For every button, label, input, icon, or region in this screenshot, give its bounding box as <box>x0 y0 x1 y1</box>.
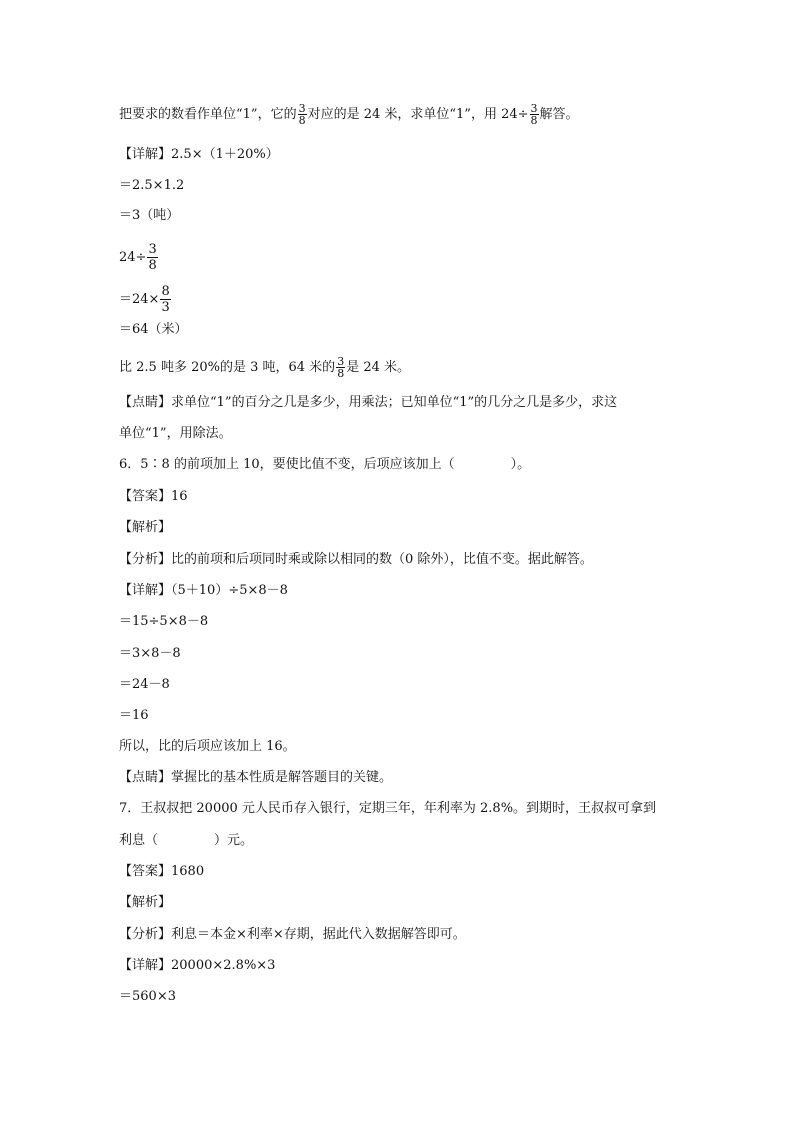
answer-line <box>119 488 188 506</box>
detail-line <box>119 582 288 600</box>
tip-line-continued: 单位“1”，用除法。 <box>119 426 232 441</box>
calc-step: ＝64（米） <box>119 322 188 337</box>
conclusion-line: 比 2.5 吨多 20%的是 3 吨，64 米的 $\frac{3}{8}$ 是 24 米。 <box>119 355 410 380</box>
tip-text: 求单位“1”的百分之几是多少，用乘法；已知单位“1”的几分之几是多少，求这 <box>171 395 618 410</box>
fenxi-text: 比的前项和后项同时乘或除以相同的数（0 除外），比值不变。据此解答。 <box>171 552 593 567</box>
detail-expression: 20000×2.8%×3 <box>171 958 276 973</box>
detail-line <box>119 146 279 164</box>
tip-line <box>119 394 617 412</box>
fenxi-tag: 【分析】 <box>119 552 172 567</box>
intro-text-2: 对应的是 24 米，求单位“1”，用 24÷ <box>307 107 529 122</box>
fraction: $\frac{3}{8}$ <box>530 102 538 127</box>
calc-step: ＝24× $\frac{8}{3}$ <box>119 284 170 315</box>
calc-step: ＝3×8－8 <box>119 646 181 661</box>
calc-step: ＝2.5×1.2 <box>119 178 185 193</box>
calc-step: ＝24－8 <box>119 677 170 692</box>
question-7-continued: 利息（ ）元。 <box>119 833 254 848</box>
analysis-tag: 【解析】 <box>119 895 172 910</box>
calc-step: ＝16 <box>119 708 149 723</box>
fraction: $\frac{8}{3}$ <box>161 284 170 315</box>
detail-expression: （5＋10）÷5×8－8 <box>171 583 288 598</box>
answer-tag: 【答案】 <box>119 489 172 504</box>
analysis-tag: 【解析】 <box>119 520 172 535</box>
detail-expression: 2.5×（1＋20%） <box>171 147 279 162</box>
question-6: 6．5∶8 的前项加上 10，要使比值不变，后项应该加上（ ）。 <box>119 457 531 472</box>
answer-tag: 【答案】 <box>119 864 172 879</box>
analysis-line <box>119 926 466 944</box>
answer-value: 16 <box>171 489 188 504</box>
fraction: $\frac{3}{8}$ <box>337 355 345 380</box>
fenxi-text: 利息＝本金×利率×存期，据此代入数据解答即可。 <box>171 927 466 942</box>
detail-tag: 【详解】 <box>119 583 172 598</box>
detail-tag: 【详解】 <box>119 958 172 973</box>
fenxi-tag: 【分析】 <box>119 927 172 942</box>
calc-step: 24÷ $\frac{3}{8}$ <box>119 242 157 273</box>
answer-line <box>119 863 204 881</box>
fraction: $\frac{3}{8}$ <box>298 102 306 127</box>
intro-text-1: 把要求的数看作单位“1”，它的 <box>119 107 297 122</box>
detail-line <box>119 957 275 975</box>
tip-line <box>119 769 392 787</box>
calc-step: ＝15÷5×8－8 <box>119 614 209 629</box>
answer-value: 1680 <box>171 864 205 879</box>
fraction: $\frac{3}{8}$ <box>148 242 157 273</box>
intro-line <box>119 103 579 126</box>
calc-step: ＝3（吨） <box>119 208 180 223</box>
detail-tag: 【详解】 <box>119 147 172 162</box>
question-7: 7．王叔叔把 20000 元人民币存入银行，定期三年，年利率为 2.8%。到期时，王叔叔可拿到 <box>119 801 657 816</box>
intro-text-3: 解答。 <box>539 107 579 122</box>
conclusion-line: 所以，比的后项应该加上 16。 <box>119 739 296 754</box>
tip-tag: 【点睛】 <box>119 395 172 410</box>
analysis-line <box>119 551 593 569</box>
tip-text: 掌握比的基本性质是解答题目的关键。 <box>171 770 393 785</box>
tip-tag: 【点睛】 <box>119 770 172 785</box>
calc-step: ＝560×3 <box>119 989 176 1004</box>
